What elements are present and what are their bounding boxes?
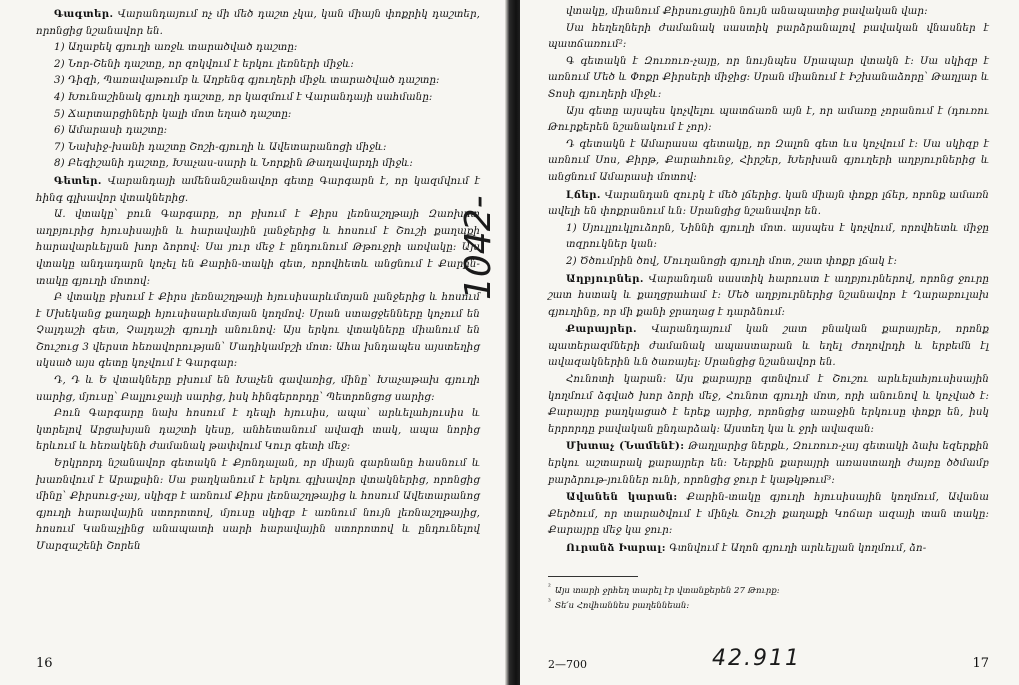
paragraph	[548, 489, 989, 540]
paragraph	[36, 6, 480, 40]
paragraph-text: Դ գետակն է Ամարասա գետակը, որ Զալոն գետ ևս կոչվում է: Սա սկիզբ է առնում Սոս, Քիրթ, Քարահունջ, Հիրշեր, Խերխան գյուղերի աղբյուրներից և անցնում Ամարասի մոտով:	[548, 138, 989, 183]
paragraph-text: Թաղլարից ներքև, Զուռուռ-չայ գետակի ձախ եզերքին երկու աշտարակ քարայրեր են: Ներքին քարայրի առաստաղի ժայռը ծծմամբ բարձրութ-յուններ ունի, որոնցից ջուր է կաթկթում³:	[548, 441, 989, 486]
paragraph-text: 3) Դիզի, Պառավաթումբ և Աղբենգ գյուղերի միջև տարածված դաշտը:	[54, 75, 440, 87]
page-number-right: 17	[972, 656, 989, 671]
paragraph	[548, 254, 989, 271]
paragraph-text: Բ վտակը բխում է Քիրս լեռնաշղթայի հյուսիսարևմտյան լանջերից և հոսում է Մխեկանց քաղաքի հյուսիսարևմտյան կողմով: Սրան ստացջենները կոչում են Չալդաշի գետ, Չալդաշի գյուղի անունով: Այս երկու վտակները միանում են Շուշուց 3 վերստ հեռավորության՝ Մադիկամբշի մոտ: Ահա խնդապես այստեղից սկսած այս գետը կոչվում է Գարգար:	[36, 292, 480, 370]
paragraph	[36, 40, 480, 57]
paragraph	[548, 438, 989, 489]
paragraph	[548, 372, 989, 438]
paragraph-text: 1) Աղաբեկ գյուղի առջև տարածված դաշտը:	[54, 42, 298, 54]
left-page-body	[36, 6, 480, 556]
paragraph	[548, 540, 989, 558]
paragraph-lead: Մխտաչ (Նամենէ):	[566, 440, 685, 453]
paragraph-lead: Ուրանձ Իարալ:	[566, 542, 666, 554]
paragraph-text: 6) Ամարասի դաշտը:	[54, 125, 168, 137]
paragraph	[548, 104, 989, 137]
footnote-mark: ³	[548, 598, 551, 607]
paragraph-text: 1) Սյուլլուկլուձորն, Նիննի գյուղի մոտ. այսպես է կոչվում, որովհետև միջը տզրուկներ կան:	[566, 222, 989, 251]
paragraph-text: Վարանդայի ամենանշանավոր գետը Գարգարն է, որ կազմվում է հինգ գլխավոր վտակներից.	[36, 175, 480, 204]
paragraph-text: Վարանդան սաստիկ հարուստ է աղբյուրներով, որոնց ջուրը շատ հստակ և քաղցրահամ է: Մեծ աղբյուրներից նշանավոր է Ղարաբուլախ գյուղինը, որ մի քանի ջրաղաց է դարձնում:	[548, 273, 989, 318]
paragraph-text: Վարանդան զուրկ է մեծ լճերից. կան միայն փոքր լճեր, որոնք ամառն ավելի են փոքրանում ևն: Սրանցից նշանավոր են.	[548, 189, 989, 218]
footnote-text: Այս տարի ջրհեղ տարել էր վտանքերեն 27 Թուրք:	[554, 585, 780, 596]
paragraph-text: Ա. վտակը՝ բուն Գարգարը, որ բխում է Քիրս լեռնաշղթայի Զառխոտ աղբյուրից հյուսիսային և հարավային լանջերից և հոսում է Շուշի քաղաքի հարավարևելյան խոր ձորով: Սա յուր մեջ է ընդունում Թթուջրի առվակը: Այս վտակը անդադարն կոչել են Քարին-տակի գետ, որովհետև անցնում է Քարին-տակը գյուղի մոտով:	[36, 209, 480, 287]
printer-signature: 2—700	[548, 658, 587, 671]
paragraph	[36, 90, 480, 107]
paragraph	[548, 221, 989, 254]
footnote	[548, 596, 989, 612]
footnote-text: Տե՛ս Հովհաննես բաղեննեան:	[554, 601, 690, 612]
paragraph	[36, 406, 480, 456]
footnote-mark: ²	[548, 582, 551, 591]
paragraph	[36, 173, 480, 207]
paragraph	[548, 321, 989, 372]
paragraph	[36, 373, 480, 406]
paragraph-text: Վարանդայում ոչ մի մեծ դաշտ չկա, կան միայն փոքրիկ դաշտեր, որոնցից նշանավոր են.	[36, 9, 480, 37]
paragraph-text: Վարանդայում կան շատ բնական քարայրեր, որոնք պատերազմների ժամանակ ապաստարան և եղել ժողովրդի և երբեմն էլ ավազակներին ևն ծառայել: Սրանցից նշանավոր են.	[548, 324, 989, 369]
paragraph-text: Քարին-տակը գյուղի հյուսիսային կողմում, Ավանա Քերծում, որ տարածվում է մինչև Շուշի քաղաքի Կոճար ազայի տան տակը: Քարայրը մեջ կա ջուր:	[548, 492, 989, 537]
paragraph	[548, 137, 989, 187]
footnote-rule	[548, 576, 638, 577]
paragraph-text: Գ գետակն է Զուռուռ-չայը, որ նույնպես Սրապար վտակն է: Սա սկիզբ է առնում Մեծ և Փոքր Քիրսերի միջից: Սրան միանում է Իշխանաձորը՝ Թաղլար և Տոսի գյուղերի միջև:	[548, 55, 989, 100]
paragraph	[36, 456, 480, 556]
paragraph-text: Երկրորդ նշանավոր գետակն է Քյոնդալան, որ միայն գարնանը հասնում և խառնվում է Արաքսին: Սա բաղկանում է երկու գլխավոր վտակներից, որոնցից մինը՝ Քիրսուց-չայ, սկիզբ է առնում Քիրս լեռնաշղթայից և հոսում Ավետարանոց գյուղի հարավային ստորոտով, մյուսը սկիզբ է առնում նույն լեռնաշղթայից, հոսում Կանաչլինց անապատի սարի հարավային ստորոտով և ընդունելով Մարզաշենի Շորեն	[36, 458, 480, 552]
handwritten-number: 42.911	[712, 646, 801, 671]
paragraph-text: Դ, Դ և Ե վտակները բխում են Խաչեն գավառից, մինը՝ Խաչաթախ գյուղի սարից, մյուսը՝ Բալլուջայի սարից, իսկ հինգերորդը՝ Պետրոնցոց սարից:	[36, 375, 480, 403]
footnote	[548, 581, 989, 597]
paragraph	[548, 187, 989, 221]
paragraph-lead: Գետեր.	[54, 174, 102, 187]
paragraph-lead: Ավանեն կարան:	[566, 491, 678, 504]
page-number-left: 16	[36, 656, 53, 671]
paragraph	[36, 156, 480, 173]
paragraph	[36, 290, 480, 373]
paragraph	[36, 140, 480, 157]
paragraph-text: 2) Ծծումրին ծով, Մուղանոցի գյուղի մոտ, շատ փոքր լճակ է:	[566, 255, 898, 267]
paragraph	[548, 21, 989, 54]
paragraph	[36, 123, 480, 140]
paragraph-text: 4) Խունաշինակ գյուղի դաշտը, որ կազմում է Վարանդայի սահմանը:	[54, 91, 433, 103]
right-page-body	[548, 4, 989, 558]
paragraph-text: Այս գետը այսպես կոչվելու պատճառն այն է, որ ամառը չորանում է (դուռու Թուրքերեն նշանակում է չոր):	[548, 105, 989, 134]
paragraph-lead: Աղբյուրներ.	[566, 272, 644, 285]
paragraph-text: Հունոտի կարան: Այս քարայրը գտնվում է Շուշու արևելահյուսիսային կողմում ձգված խոր ձորի մեջ, Հունոտ գյուղի մոտ, որի անունով և կոչված է: Քարայրը բաղկացած է երեք այրից, որոնցից առաջին երկուսը փոքր են, իսկ երրորդը բավական ընդարձակ: Այստեղ կա և ջրի ավազան:	[548, 374, 989, 435]
paragraph-lead: Լճեր.	[566, 188, 601, 201]
paragraph-text: Գտնվում է Աղոն գյուղի արևելյան կողմում, ձո-	[665, 543, 927, 554]
paragraph	[36, 207, 480, 290]
paragraph-text: 2) Նոր-Շենի դաշտը, որ զոկվում է երկու լեռների միջև:	[54, 58, 354, 70]
paragraph-text: Բուն Գարգարը նախ հոսում է դեպի հյուսիս, ապա՝ արևելահյուսիս և կտրելով Արցախյան դաշտի կեսը, անհետանում ավազի տակ, ապա նորից երևում և հեռակենի ժամանակ թափվում Կուր գետի մեջ:	[36, 408, 480, 453]
paragraph-lead: Գագտեր.	[54, 8, 114, 20]
paragraph-text: 8) Բեգիշանի դաշտը, Խաչաս-սարի և Նորքին Թաղավարդի միջև:	[54, 158, 413, 170]
paragraph	[36, 57, 480, 74]
handwritten-note: 1042-	[458, 195, 499, 300]
paragraph-lead: Քարայրեր.	[566, 323, 637, 336]
paragraph	[548, 271, 989, 322]
paragraph-text: վտակը, միանում Քիրսուցային նույն անապատից բավական վար:	[566, 6, 928, 17]
paragraph	[548, 54, 989, 104]
paragraph-text: 5) Ճարտարցիների կալի մոտ եղած դաշտը:	[54, 108, 292, 120]
paragraph	[36, 107, 480, 124]
paragraph	[548, 4, 989, 21]
footnotes	[548, 581, 989, 613]
right-page	[520, 0, 1019, 685]
paragraph-text: Սա հեղեղների ժամանակ սաստիկ բարձրանալով բավական վնասներ է պատճառում²:	[548, 22, 989, 51]
paragraph	[36, 73, 480, 90]
paragraph-text: 7) Նախիջ-խանի դաշտը Շոշի-գյուղի և Ավետարանոցի միջև:	[54, 141, 387, 153]
